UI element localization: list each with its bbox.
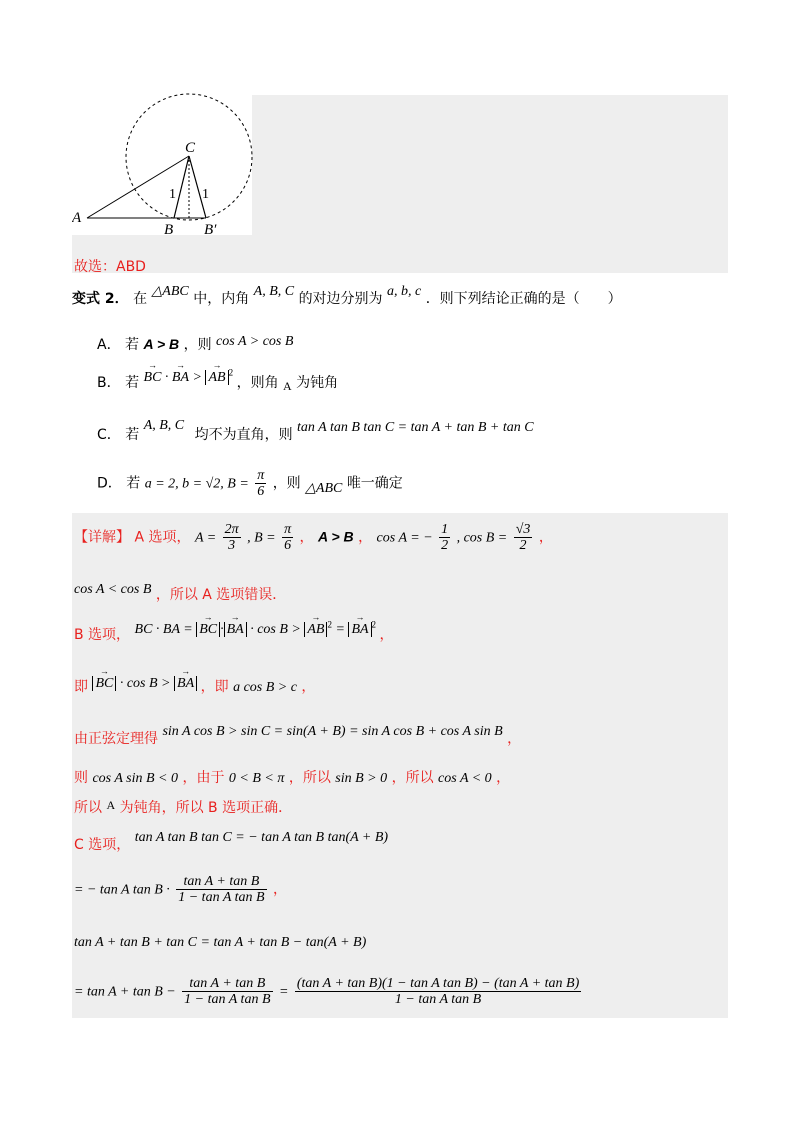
sol-l3-ba: → BA	[177, 676, 194, 692]
option-a-pre: 若	[125, 337, 140, 353]
sol-c2-den: 1 − tan A tan B	[178, 890, 265, 905]
sol-c-expr: tan A tan B tan C = − tan A tan B tan(A + B)	[134, 830, 389, 845]
sol-l4-end: ，	[507, 731, 522, 747]
sol-b-ba: → BA	[227, 622, 244, 638]
option-b-angle: A	[283, 379, 292, 393]
dot: ·	[164, 370, 169, 385]
problem-triangle: △ABC	[151, 284, 189, 299]
sol-a-A: A =	[194, 530, 217, 546]
option-c-pre: 若	[125, 427, 140, 443]
sol-a-6: 6	[284, 538, 292, 553]
problem-angles: A, B, C	[253, 284, 295, 299]
sol-c4-pre: = tan A + tan B −	[74, 984, 176, 1000]
sol-b-label: B 选项，	[74, 627, 131, 643]
sol-l3-end: ，	[301, 679, 316, 695]
side-CB	[174, 156, 189, 218]
option-d-cond: a = 2, b = √2, B =	[144, 476, 249, 492]
option-c-result: tan A tan B tan C = tan A + tan B + tan C	[297, 420, 534, 435]
sol-line-5	[74, 767, 510, 787]
sol-l5-t2: ，所以	[288, 770, 331, 786]
sol-line2-text: ，所以 A 选项错误．	[155, 587, 287, 603]
sol-b-comma: ，	[379, 627, 394, 643]
sol-b-ba2: → BA	[351, 622, 368, 638]
sol-line-4	[74, 724, 522, 748]
vector-BA: → BA	[172, 370, 189, 386]
sol-l6-A: A	[106, 798, 116, 812]
sol-line-c2	[74, 874, 287, 905]
sol-c4-num1: tan A + tan B	[182, 976, 272, 992]
sol-b-sq2: 2	[371, 619, 377, 630]
sol-l5-m2: 0 < B < π	[228, 771, 285, 786]
sol-a-comma1: ，	[299, 529, 314, 546]
problem-sides: a, b, c	[387, 284, 422, 299]
label-B: B	[164, 222, 174, 238]
sol-l4-math: sin A cos B > sin C = sin(A + B) = sin A cos B + cos A sin B	[162, 724, 503, 739]
problem-label: 变式 2．	[72, 291, 129, 307]
problem-end: ．则下列结论正确的是（ ）	[425, 291, 622, 307]
sol-a-pi: π	[284, 522, 292, 537]
sol-l5-t1: ，由于	[182, 770, 225, 786]
sol-l5-m4: cos A < 0	[438, 771, 492, 786]
sol-a-1: 1	[441, 522, 449, 537]
sol-a-2pi: 2π	[224, 522, 239, 537]
sol-line2-math: cos A < cos B	[74, 582, 152, 597]
sol-a-cosB: , cos B =	[456, 530, 508, 546]
option-b-pre: 若	[125, 375, 140, 391]
option-d	[97, 468, 403, 499]
sol-c2-pre: = − tan A tan B ·	[74, 882, 170, 898]
sol-c4-den1: 1 − tan A tan B	[184, 992, 271, 1007]
problem-sides-text: 的对边分别为	[298, 291, 383, 307]
option-d-pre: 若	[126, 475, 141, 492]
sol-a-cond: A > B	[317, 528, 354, 545]
sol-a-label: A 选项，	[134, 529, 191, 546]
option-a-cond: A > B	[143, 336, 180, 352]
sol-b-expr1: BC · BA =	[134, 622, 193, 637]
option-b-letter: B．	[97, 375, 121, 391]
label-Bprime: B′	[204, 222, 217, 238]
problem-statement	[72, 284, 622, 308]
sol-a-comma3: ，	[538, 529, 553, 546]
option-a-result: cos A > cos B	[216, 334, 294, 349]
option-c-angles: A, B, C	[143, 418, 185, 433]
triangle-circle-figure	[72, 90, 262, 240]
sol-line-c4	[74, 976, 583, 1007]
sol-c4-den2: 1 − tan A tan B	[394, 992, 482, 1007]
sol-c3-expr: tan A + tan B + tan C = tan A + tan B − tan(A + B)	[74, 935, 367, 950]
sol-a-cos: cos A = −	[376, 530, 433, 546]
sol-l5-m3: sin B > 0	[335, 771, 388, 786]
sol-line-a2	[74, 584, 286, 604]
sol-b-eq: =	[335, 622, 345, 637]
sol-l5-ze: 则	[74, 770, 88, 786]
sol-a-sqrt3: √3	[515, 522, 531, 537]
sol-c2-num: tan A + tan B	[176, 874, 266, 890]
option-a	[97, 334, 293, 354]
sol-line-a	[74, 522, 553, 553]
sol-c2-end: ，	[273, 881, 288, 898]
sol-c4-eq: =	[278, 984, 289, 1000]
sol-c4-num2: (tan A + tan B)(1 − tan A tan B) − (tan A + tan B)	[296, 976, 580, 991]
option-b-end: 为钝角	[296, 375, 339, 391]
answer-line: 故选：ABD	[74, 259, 146, 275]
vector-BC: → BC	[144, 370, 162, 386]
sol-l4-text: 由正弦定理得	[74, 731, 158, 747]
sol-l5-t3: ，所以	[391, 770, 434, 786]
sol-l3-mid: ，即	[200, 679, 229, 695]
gt: >	[192, 370, 202, 385]
option-c-letter: C．	[97, 427, 121, 443]
option-d-mid: ，则	[272, 475, 301, 492]
frac-six: 6	[257, 484, 265, 499]
frac-pi: π	[257, 468, 265, 483]
sol-b-sq1: 2	[327, 619, 332, 630]
sol-a-comma2: ，	[358, 529, 373, 546]
option-d-end: 唯一确定	[346, 475, 403, 492]
sol-b-cos: · cos B >	[250, 622, 301, 637]
sol-l3-cos: · cos B >	[119, 676, 171, 691]
label-C: C	[185, 140, 196, 156]
sol-l5-t4: ，	[496, 770, 511, 786]
problem-in: 在	[133, 291, 148, 307]
sol-l3-math: a cos B > c	[233, 680, 297, 695]
sol-a-2b: 2	[519, 538, 527, 553]
sol-tag: 【详解】	[74, 529, 130, 546]
label-side2: 1	[202, 187, 209, 202]
sol-c-label: C 选项，	[74, 837, 131, 853]
option-d-tri: △ABC	[305, 480, 343, 496]
sol-line-b: B 选项， BC · BA = → BC ·→ BA · cos B > → AB $^2$ = → BA $^2$ ，	[74, 624, 394, 644]
sol-l6-a: 所以	[74, 800, 102, 816]
sol-a-B: , B =	[247, 530, 276, 546]
option-c-mid: 均不为直角，则	[194, 427, 293, 443]
option-a-mid: ，则	[183, 337, 212, 353]
sol-l3-ji: 即	[74, 679, 88, 695]
square: 2	[228, 367, 234, 378]
sol-line-6	[74, 797, 292, 817]
option-b	[97, 367, 339, 393]
option-c	[97, 418, 534, 444]
option-a-letter: A．	[97, 337, 121, 353]
sol-line-c	[74, 830, 389, 854]
sol-a-3: 3	[228, 538, 236, 553]
sol-l3-bc: → BC	[95, 676, 113, 692]
sol-b-ab: → AB	[307, 622, 324, 638]
problem-mid: 中，内角	[193, 291, 250, 307]
sol-l6-b: 为钝角，所以 B 选项正确．	[119, 800, 293, 816]
sol-b-bc: → BC	[199, 622, 217, 638]
option-d-letter: D．	[97, 475, 122, 492]
sol-a-2: 2	[441, 538, 449, 553]
sol-line-3	[74, 676, 315, 696]
sol-l5-m1: cos A sin B < 0	[92, 771, 178, 786]
sol-line-c3	[74, 934, 366, 951]
option-b-mid: ，则角	[236, 375, 279, 391]
label-side1: 1	[169, 187, 176, 202]
vector-AB: → AB	[208, 370, 225, 386]
label-A: A	[72, 210, 82, 226]
